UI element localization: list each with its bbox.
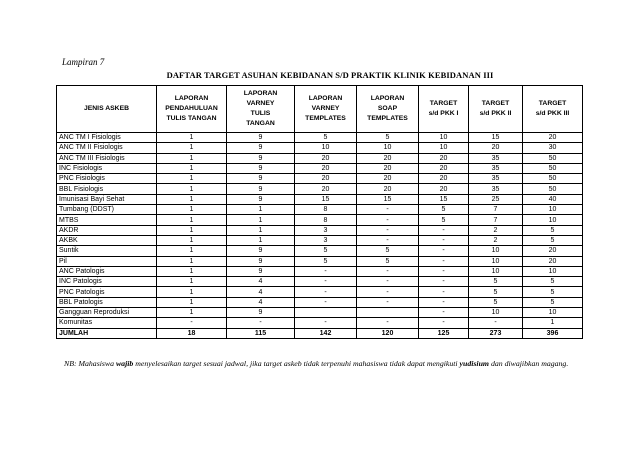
cell-jenis-askeb: Komunitas	[57, 318, 157, 328]
document-title: DAFTAR TARGET ASUHAN KEBIDANAN S/D PRAKTIK KLINIK KEBIDANAN III	[166, 70, 494, 80]
cell-soap-templates: 20	[357, 163, 419, 173]
cell-target-pkk-1: -	[419, 308, 469, 318]
cell-varney-tulis: 4	[227, 297, 295, 307]
table-row	[57, 266, 583, 276]
header-laporan-varney-templates: LAPORAN VARNEY TEMPLATES	[295, 86, 357, 133]
cell-varney-tulis: 9	[227, 153, 295, 163]
cell-target-pkk-3: 5	[523, 287, 583, 297]
cell-varney-tulis: 4	[227, 277, 295, 287]
cell-varney-templates: -	[295, 297, 357, 307]
table-row	[57, 215, 583, 225]
cell-jenis-askeb: AKDR	[57, 225, 157, 235]
cell-laporan-pendahuluan: 1	[157, 235, 227, 245]
table-row	[57, 308, 583, 318]
table-row	[57, 163, 583, 173]
cell-laporan-pendahuluan: 1	[157, 246, 227, 256]
target-table	[56, 85, 583, 339]
header-jenis-askeb: JENIS ASKEB	[57, 86, 157, 133]
cell-target-pkk-1: 10	[419, 133, 469, 143]
cell-target-pkk-3: 50	[523, 174, 583, 184]
cell-soap-templates: 5	[357, 133, 419, 143]
cell-target-pkk-3: 20	[523, 246, 583, 256]
table-row	[57, 133, 583, 143]
cell-varney-tulis: 1	[227, 215, 295, 225]
cell-varney-tulis: 9	[227, 143, 295, 153]
cell-target-pkk-3: 40	[523, 194, 583, 204]
cell-varney-tulis: 9	[227, 184, 295, 194]
cell-target-pkk-1: 20	[419, 153, 469, 163]
total-jenis-askeb: JUMLAH	[57, 328, 157, 339]
header-target-pkk-1: TARGET s/d PKK I	[419, 86, 469, 133]
header-laporan-pendahuluan: LAPORAN PENDAHULUAN TULIS TANGAN	[157, 86, 227, 133]
cell-laporan-pendahuluan: 1	[157, 277, 227, 287]
cell-laporan-pendahuluan: 1	[157, 184, 227, 194]
cell-jenis-askeb: ANC Patologis	[57, 266, 157, 276]
cell-jenis-askeb: ANC TM III Fisiologis	[57, 153, 157, 163]
table-row	[57, 318, 583, 328]
cell-target-pkk-3: 5	[523, 225, 583, 235]
cell-target-pkk-1: -	[419, 277, 469, 287]
cell-varney-templates: 5	[295, 133, 357, 143]
cell-laporan-pendahuluan: 1	[157, 215, 227, 225]
cell-varney-tulis: 9	[227, 174, 295, 184]
cell-laporan-pendahuluan: 1	[157, 297, 227, 307]
cell-target-pkk-3: 10	[523, 308, 583, 318]
cell-soap-templates: -	[357, 318, 419, 328]
cell-target-pkk-1: -	[419, 225, 469, 235]
table-row	[57, 184, 583, 194]
total-target-pkk-3: 396	[523, 328, 583, 339]
table-row	[57, 153, 583, 163]
cell-target-pkk-3: 10	[523, 266, 583, 276]
total-row	[57, 328, 583, 339]
cell-target-pkk-1: 20	[419, 174, 469, 184]
cell-laporan-pendahuluan: 1	[157, 163, 227, 173]
cell-target-pkk-1: -	[419, 287, 469, 297]
cell-soap-templates: 15	[357, 194, 419, 204]
cell-target-pkk-2: 25	[469, 194, 523, 204]
table-row	[57, 225, 583, 235]
cell-laporan-pendahuluan: 1	[157, 225, 227, 235]
cell-varney-templates: 8	[295, 205, 357, 215]
cell-target-pkk-2: 2	[469, 225, 523, 235]
cell-laporan-pendahuluan: 1	[157, 256, 227, 266]
cell-target-pkk-2: -	[469, 318, 523, 328]
total-target-pkk-2: 273	[469, 328, 523, 339]
cell-varney-templates: 20	[295, 174, 357, 184]
cell-jenis-askeb: Suntik	[57, 246, 157, 256]
cell-jenis-askeb: AKBK	[57, 235, 157, 245]
cell-target-pkk-2: 35	[469, 153, 523, 163]
cell-target-pkk-1: -	[419, 235, 469, 245]
header-target-pkk-2: TARGET s/d PKK II	[469, 86, 523, 133]
cell-laporan-pendahuluan: 1	[157, 308, 227, 318]
cell-varney-tulis: 1	[227, 205, 295, 215]
cell-soap-templates: 20	[357, 184, 419, 194]
cell-laporan-pendahuluan: 1	[157, 153, 227, 163]
cell-varney-templates: 20	[295, 163, 357, 173]
cell-jenis-askeb: INC Patologis	[57, 277, 157, 287]
cell-soap-templates: -	[357, 205, 419, 215]
cell-target-pkk-1: 5	[419, 215, 469, 225]
total-varney-templates: 142	[295, 328, 357, 339]
cell-target-pkk-2: 10	[469, 266, 523, 276]
footnote: NB: Mahasiswa wajib menyelesaikan target sesuai jadwal, jika target askeb tidak terpenuhi mahasiswa tidak dapat mengikuti yudisium dan diwajibkan magang.	[64, 359, 569, 368]
cell-target-pkk-3: 1	[523, 318, 583, 328]
table-header-row	[57, 86, 583, 133]
cell-varney-templates: 5	[295, 246, 357, 256]
cell-laporan-pendahuluan: 1	[157, 143, 227, 153]
cell-target-pkk-3: 50	[523, 184, 583, 194]
cell-soap-templates: -	[357, 297, 419, 307]
cell-varney-tulis: 9	[227, 256, 295, 266]
cell-varney-templates: -	[295, 287, 357, 297]
cell-soap-templates	[357, 308, 419, 318]
cell-target-pkk-2: 35	[469, 184, 523, 194]
cell-laporan-pendahuluan: 1	[157, 287, 227, 297]
cell-target-pkk-2: 10	[469, 246, 523, 256]
cell-varney-tulis: 9	[227, 163, 295, 173]
cell-target-pkk-2: 20	[469, 143, 523, 153]
cell-laporan-pendahuluan: 1	[157, 133, 227, 143]
cell-jenis-askeb: ANC TM II Fisiologis	[57, 143, 157, 153]
table-row	[57, 194, 583, 204]
cell-target-pkk-2: 10	[469, 308, 523, 318]
cell-varney-templates: 5	[295, 256, 357, 266]
cell-varney-tulis: 1	[227, 235, 295, 245]
cell-target-pkk-3: 50	[523, 153, 583, 163]
cell-target-pkk-1: 20	[419, 184, 469, 194]
cell-varney-templates: -	[295, 277, 357, 287]
cell-varney-tulis: -	[227, 318, 295, 328]
cell-target-pkk-3: 20	[523, 133, 583, 143]
cell-jenis-askeb: MTBS	[57, 215, 157, 225]
cell-soap-templates: 5	[357, 246, 419, 256]
cell-soap-templates: -	[357, 277, 419, 287]
cell-jenis-askeb: Imunisasi Bayi Sehat	[57, 194, 157, 204]
table-row	[57, 235, 583, 245]
table-row	[57, 205, 583, 215]
cell-jenis-askeb: PNC Patologis	[57, 287, 157, 297]
cell-target-pkk-2: 7	[469, 205, 523, 215]
cell-target-pkk-1: 15	[419, 194, 469, 204]
cell-varney-templates: 20	[295, 153, 357, 163]
cell-laporan-pendahuluan: 1	[157, 174, 227, 184]
cell-varney-templates: -	[295, 318, 357, 328]
cell-target-pkk-3: 5	[523, 277, 583, 287]
cell-varney-tulis: 9	[227, 133, 295, 143]
table-row	[57, 143, 583, 153]
cell-varney-templates: 15	[295, 194, 357, 204]
cell-target-pkk-3: 30	[523, 143, 583, 153]
cell-target-pkk-2: 10	[469, 256, 523, 266]
cell-varney-templates: 8	[295, 215, 357, 225]
cell-target-pkk-3: 5	[523, 235, 583, 245]
cell-varney-templates: 3	[295, 225, 357, 235]
table-body	[57, 133, 583, 339]
cell-target-pkk-1: 10	[419, 143, 469, 153]
cell-target-pkk-3: 20	[523, 256, 583, 266]
cell-varney-templates: -	[295, 266, 357, 276]
cell-varney-tulis: 9	[227, 246, 295, 256]
cell-jenis-askeb: Tumbang (DDST)	[57, 205, 157, 215]
table-row	[57, 287, 583, 297]
cell-varney-tulis: 9	[227, 308, 295, 318]
cell-target-pkk-1: -	[419, 297, 469, 307]
cell-target-pkk-3: 50	[523, 163, 583, 173]
cell-target-pkk-3: 10	[523, 205, 583, 215]
cell-laporan-pendahuluan: 1	[157, 205, 227, 215]
footnote-emphasis-yudisium: yudisium	[459, 359, 489, 368]
cell-jenis-askeb: PNC Fisiologis	[57, 174, 157, 184]
cell-varney-templates	[295, 308, 357, 318]
cell-jenis-askeb: Pil	[57, 256, 157, 266]
cell-laporan-pendahuluan: -	[157, 318, 227, 328]
cell-target-pkk-1: -	[419, 318, 469, 328]
cell-target-pkk-2: 2	[469, 235, 523, 245]
cell-soap-templates: 5	[357, 256, 419, 266]
table-row	[57, 174, 583, 184]
cell-varney-templates: 3	[295, 235, 357, 245]
cell-target-pkk-2: 35	[469, 163, 523, 173]
cell-target-pkk-2: 7	[469, 215, 523, 225]
cell-varney-tulis: 1	[227, 225, 295, 235]
cell-varney-tulis: 4	[227, 287, 295, 297]
cell-soap-templates: 20	[357, 153, 419, 163]
cell-soap-templates: 10	[357, 143, 419, 153]
cell-target-pkk-1: 5	[419, 205, 469, 215]
cell-varney-tulis: 9	[227, 194, 295, 204]
cell-laporan-pendahuluan: 1	[157, 194, 227, 204]
cell-target-pkk-1: -	[419, 256, 469, 266]
header-laporan-soap-templates: LAPORAN SOAP TEMPLATES	[357, 86, 419, 133]
header-target-pkk-3: TARGET s/d PKK III	[523, 86, 583, 133]
cell-soap-templates: -	[357, 266, 419, 276]
cell-varney-tulis: 9	[227, 266, 295, 276]
cell-soap-templates: -	[357, 215, 419, 225]
cell-soap-templates: 20	[357, 174, 419, 184]
cell-target-pkk-2: 35	[469, 174, 523, 184]
total-laporan-pendahuluan: 18	[157, 328, 227, 339]
total-target-pkk-1: 125	[419, 328, 469, 339]
cell-target-pkk-1: -	[419, 266, 469, 276]
cell-laporan-pendahuluan: 1	[157, 266, 227, 276]
cell-target-pkk-2: 5	[469, 297, 523, 307]
cell-jenis-askeb: Gangguan Reproduksi	[57, 308, 157, 318]
cell-soap-templates: -	[357, 225, 419, 235]
cell-target-pkk-3: 10	[523, 215, 583, 225]
appendix-label: Lampiran 7	[62, 57, 105, 67]
cell-varney-templates: 20	[295, 184, 357, 194]
cell-target-pkk-2: 5	[469, 287, 523, 297]
cell-target-pkk-3: 5	[523, 297, 583, 307]
cell-soap-templates: -	[357, 287, 419, 297]
total-varney-tulis: 115	[227, 328, 295, 339]
cell-jenis-askeb: INC Fisiologis	[57, 163, 157, 173]
cell-jenis-askeb: BBL Patologis	[57, 297, 157, 307]
table-row	[57, 246, 583, 256]
cell-target-pkk-2: 5	[469, 277, 523, 287]
table-row	[57, 277, 583, 287]
cell-target-pkk-1: -	[419, 246, 469, 256]
table-row	[57, 297, 583, 307]
header-laporan-varney-tulis: LAPORAN VARNEY TULIS TANGAN	[227, 86, 295, 133]
table-row	[57, 256, 583, 266]
cell-soap-templates: -	[357, 235, 419, 245]
cell-jenis-askeb: BBL Fisiologis	[57, 184, 157, 194]
footnote-emphasis-wajib: wajib	[115, 359, 134, 368]
cell-target-pkk-1: 20	[419, 163, 469, 173]
cell-target-pkk-2: 15	[469, 133, 523, 143]
total-soap-templates: 120	[357, 328, 419, 339]
cell-jenis-askeb: ANC TM I Fisiologis	[57, 133, 157, 143]
cell-varney-templates: 10	[295, 143, 357, 153]
